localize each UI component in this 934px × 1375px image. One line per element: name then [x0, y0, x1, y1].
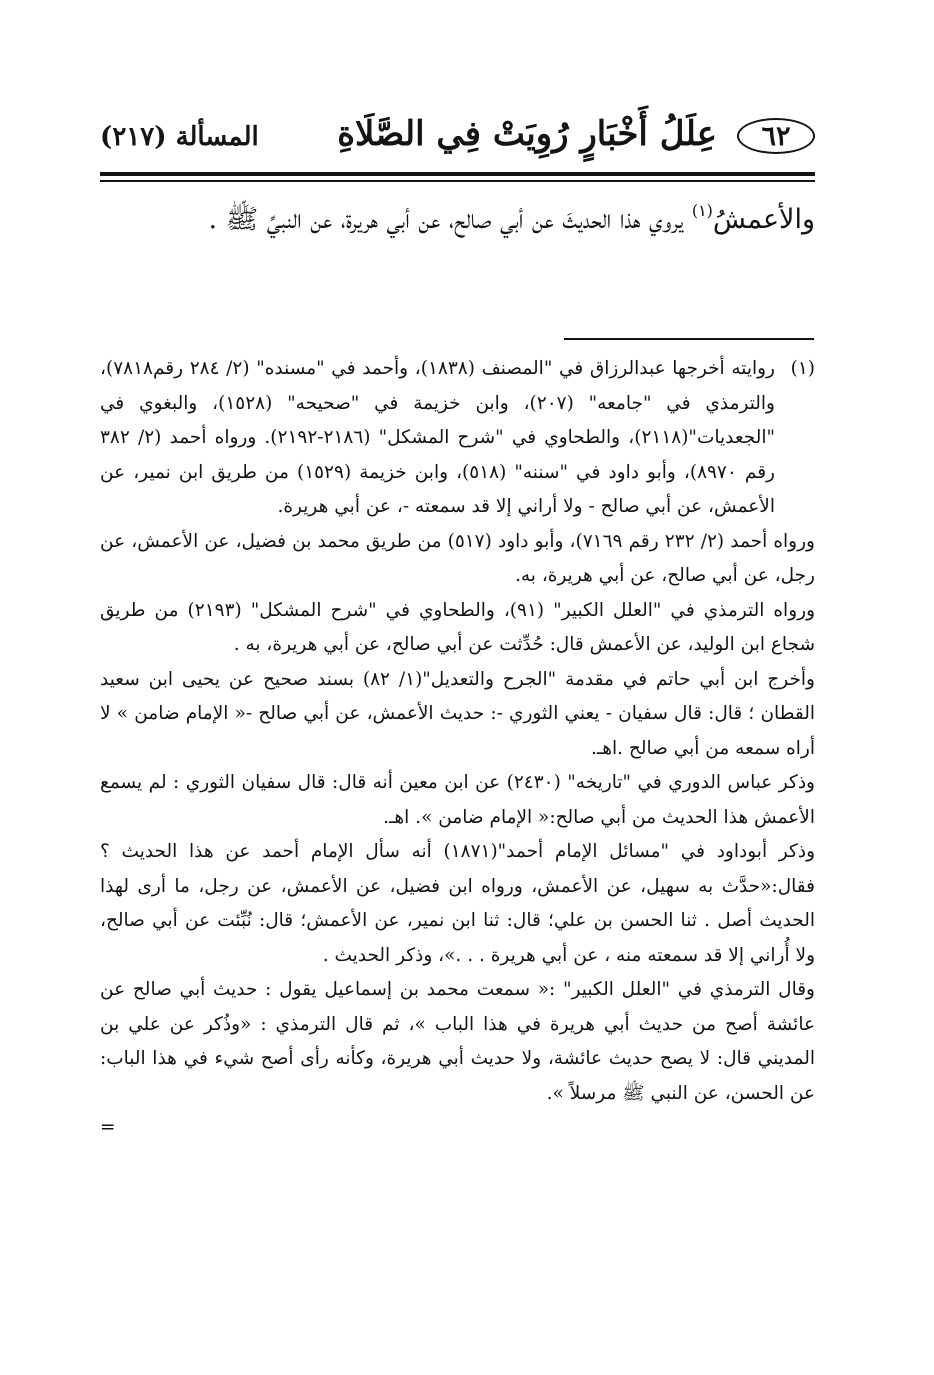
- header-rule-thin: [100, 180, 815, 182]
- footnote-paragraph: روايته أخرجها عبدالرزاق في "المصنف (١٨٣٨)، وأحمد في "مسنده" (٢/ ٢٨٤ رقم٧٨١٨)، والترمذي في "جامعه" (٢٠٧)، وابن خزيمة في "صحيحه" (١٥٢٨)، والبغوي في "الجعديات"(٢١١٨)، والطحاوي في "شرح المشكل" (٢١٨٦-٢١٩٢). ورواه أحمد (٢/ ٣٨٢ رقم ٨٩٧٠)، وأبو داود في "سننه" (٥١٨)، وابن خزيمة (١٥٢٩) من طريق ابن نمير، عن الأعمش، عن أبي صالح - ولا أراني إلا قد سمعته -، عن أبي هريرة.: [100, 358, 775, 517]
- main-text-rest: يروي هذا الحديثَ عن أبي صالح، عن أبي هريرة، عن النبيِّ ﷺ .: [208, 204, 692, 235]
- main-paragraph: [100, 192, 815, 248]
- footnote-paragraph: وذكر أبوداود في "مسائل الإمام أحمد"(١٨٧١) أنه سأل الإمام أحمد عن هذا الحديث ؟ فقال:«حدَّث به سهيل، عن الأعمش، ورواه ابن فضيل، عن الأعمش، عن رجل، ما أرى لهذا الحديث أصل . ثنا الحسن بن علي؛ قال: ثنا ابن نمير، عن الأعمش؛ قال: نُبِّئت عن أبي صالح، ولا أُراني إلا قد سمعته منه ، عن أبي هريرة . . .»، وذكر الحديث .: [100, 841, 815, 966]
- book-title: عِلَلُ أَخْبَارٍ رُوِيَتْ فِي الصَّلَاةِ: [337, 114, 717, 154]
- running-header: [100, 112, 815, 164]
- main-text: [100, 192, 815, 248]
- footnote-paragraph: وقال الترمذي في "العلل الكبير" :« سمعت محمد بن إسماعيل يقول : حديث أبي صالح عن عائشة أصح من حديث أبي هريرة في هذا الباب »، ثم قال الترمذي : «وذُكر عن علي بن المديني قال: لا يصح حديث عائشة، ولا حديث أبي هريرة، وكأنه رأى أصح شيء في هذا الباب: عن الحسن، عن النبي ﷺ مرسلاً ».: [100, 979, 815, 1104]
- footnote-reference: (١): [691, 201, 713, 220]
- main-text-start: والأعمشُ: [712, 204, 815, 235]
- footnotes: [100, 352, 815, 1146]
- footnote-paragraph: وذكر عباس الدوري في "تاريخه" (٢٤٣٠) عن ابن معين أنه قال: قال سفيان الثوري : لم يسمع الأعمش هذا الحديث من أبي صالح:« الإمام ضامن ». اهـ.: [100, 772, 815, 828]
- issue-label: المسألة (٢١٧): [100, 122, 259, 152]
- continuation-mark: =: [100, 1117, 116, 1138]
- footnote-separator: [564, 338, 814, 340]
- page-number: ٦٢: [737, 118, 815, 154]
- footnote-paragraph: وأخرج ابن أبي حاتم في مقدمة "الجرح والتعديل"(١/ ٨٢) بسند صحيح عن يحيى ابن سعيد القطان ؛ قال: قال سفيان - يعني الثوري -: حديث الأعمش، عن أبي صالح -« الإمام ضامن » لا أراه سمعه من أبي صالح .اهـ.: [100, 668, 815, 759]
- footnote-paragraph: ورواه الترمذي في "العلل الكبير" (٩١)، والطحاوي في "شرح المشكل" (٢١٩٣) من طريق شجاع ابن الوليد، عن الأعمش قال: حُدِّثت عن أبي صالح، عن أبي هريرة، به .: [100, 599, 816, 655]
- footnote-paragraph: ورواه أحمد (٢/ ٢٣٢ رقم ٧١٦٩)، وأبو داود (٥١٧) من طريق محمد بن فضيل، عن الأعمش، عن رجل، عن أبي صالح، عن أبي هريرة، به.: [100, 530, 815, 586]
- header-rule-thick: [100, 172, 815, 176]
- footnote-number: (١): [790, 358, 815, 379]
